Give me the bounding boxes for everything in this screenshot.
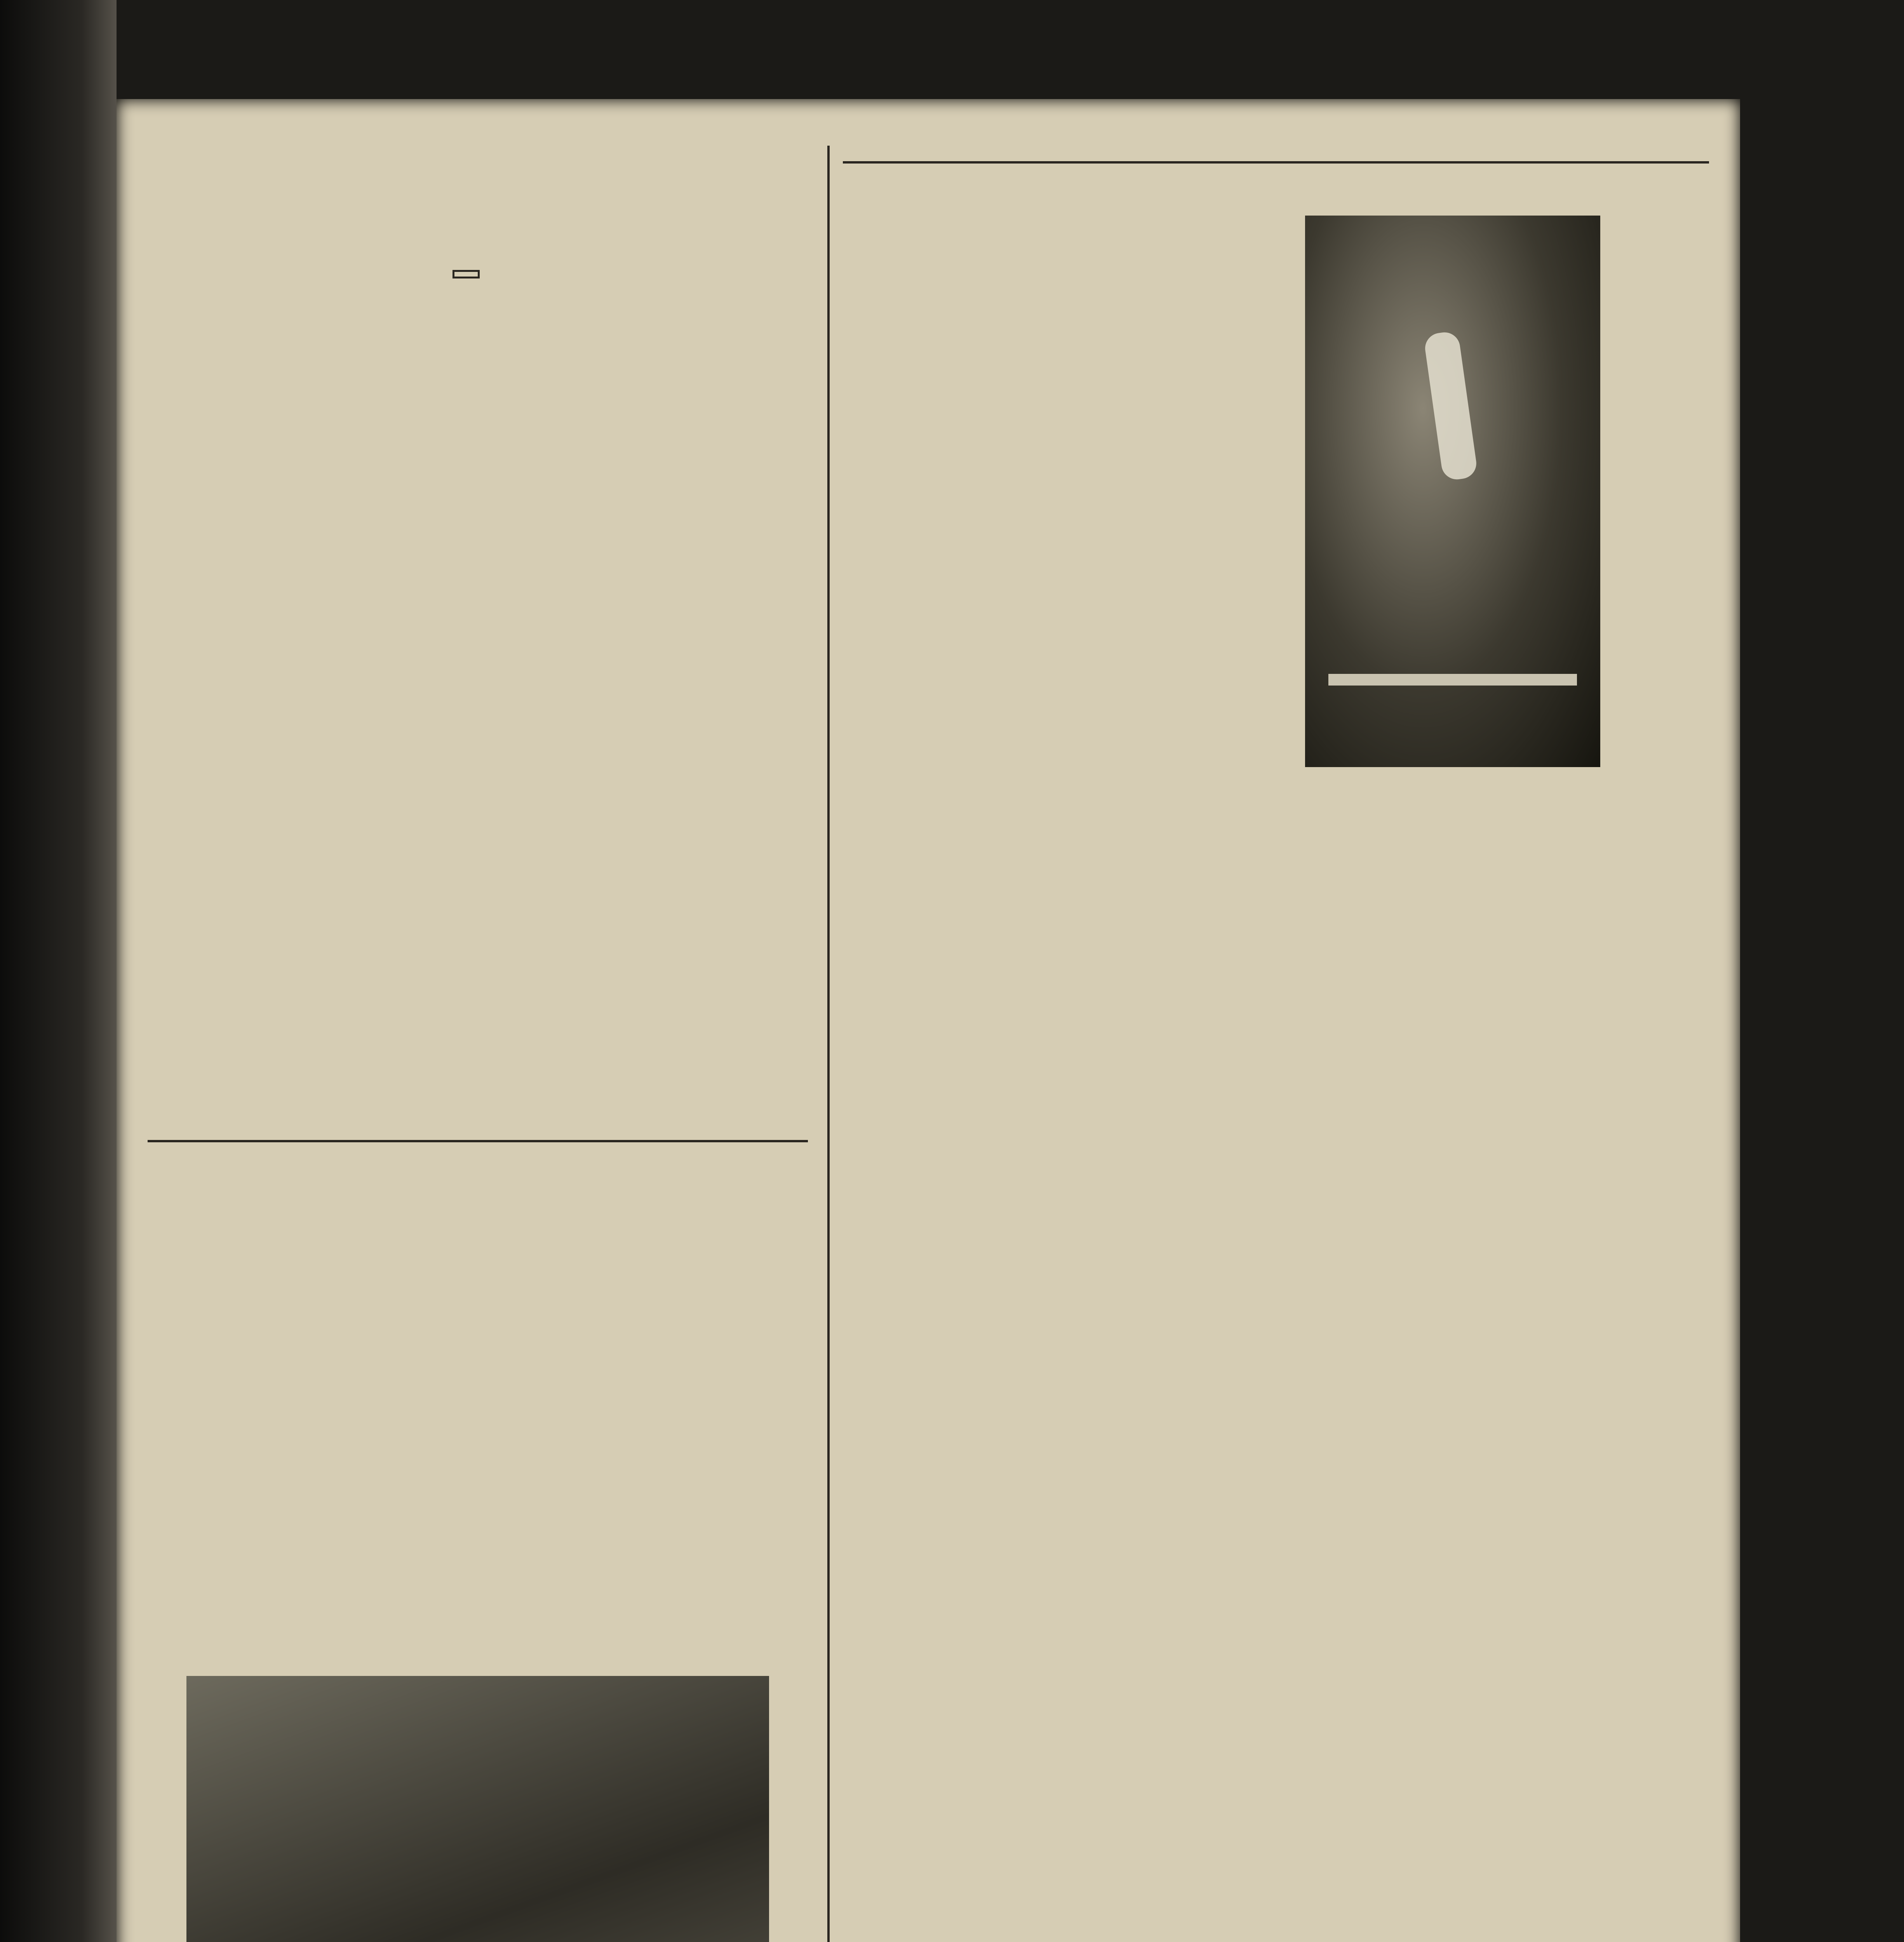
sport-intro	[847, 200, 1255, 305]
reportage-label-box	[350, 270, 583, 305]
sport-body-3	[1126, 957, 1293, 1058]
sport-filler	[1612, 317, 1713, 957]
reportage-label	[453, 270, 480, 278]
article-body-boitsov	[148, 1272, 808, 1641]
sport-kicker	[1126, 167, 1600, 198]
byline-marinin	[621, 1105, 808, 1128]
column-separator	[827, 146, 830, 1942]
byline-zaitsev	[602, 1643, 808, 1666]
gymnast-photo	[1305, 216, 1600, 767]
left-kicker	[163, 157, 792, 188]
sport-body-2	[1126, 301, 1293, 864]
gymnast-figure-icon	[1423, 331, 1478, 482]
sport-title	[847, 309, 1111, 398]
sport-body-4-left	[1305, 775, 1600, 1016]
balance-beam-icon	[1328, 674, 1577, 686]
article-body-rodine	[148, 317, 808, 1101]
newspaper-page	[117, 99, 1740, 1942]
sport-top-rule	[843, 161, 1709, 164]
article-title-boitsov	[148, 1152, 808, 1260]
sport-body	[847, 406, 1111, 1058]
sport-subtitle	[1126, 872, 1297, 950]
scan-binding-edge	[0, 0, 117, 1942]
army-photo	[186, 1676, 769, 1942]
divider	[148, 1140, 808, 1142]
article-title-rodine	[148, 200, 808, 262]
